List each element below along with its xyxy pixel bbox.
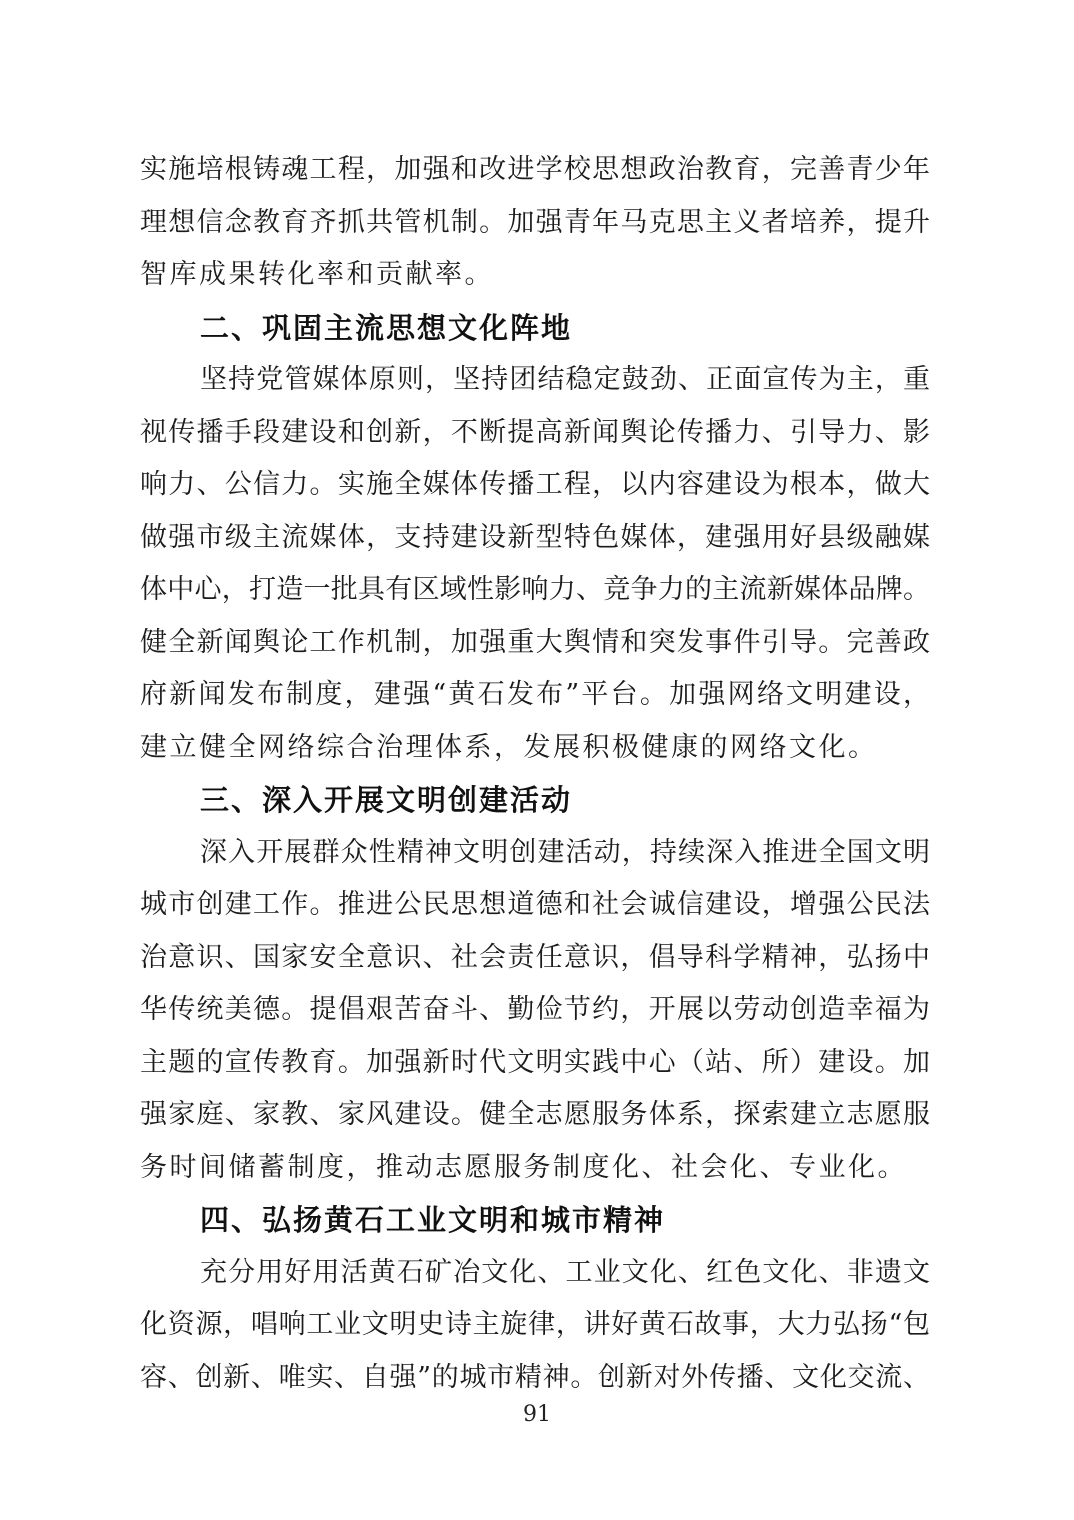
section-heading: 三、深入开展文明创建活动: [200, 783, 573, 817]
paragraph-line: 强家庭、家教、家风建设。健全志愿服务体系，探索建立志愿服: [140, 1099, 930, 1130]
document-body: [140, 144, 930, 1404]
paragraph-line: 视传播手段建设和创新，不断提高新闻舆论传播力、引导力、影: [140, 416, 930, 448]
section-heading: 四、弘扬黄石工业文明和城市精神: [200, 1203, 666, 1237]
paragraph-line: 体中心，打造一批具有区域性影响力、竞争力的主流新媒体品牌。: [140, 574, 930, 605]
paragraph-line: 建立健全网络综合治理体系，发展积极健康的网络文化。: [140, 731, 878, 763]
paragraph-line: 智库成果转化率和贡献率。: [140, 259, 494, 290]
section-heading: 二、巩固主流思想文化阵地: [200, 310, 573, 345]
paragraph-line: 理想信念教育齐抓共管机制。加强青年马克思主义者培养，提升: [140, 206, 930, 238]
paragraph-line: 坚持党管媒体原则，坚持团结稳定鼓劲、正面宣传为主，重: [200, 364, 930, 395]
paragraph-line: 务时间储蓄制度，推动志愿服务制度化、社会化、专业化。: [140, 1151, 907, 1183]
paragraph-line: 响力、公信力。实施全媒体传播工程，以内容建设为根本，做大: [140, 469, 930, 500]
page-number: 91: [523, 1402, 551, 1427]
paragraph-line: 华传统美德。提倡艰苦奋斗、勤俭节约，开展以劳动创造幸福为: [140, 994, 930, 1025]
paragraph-line: 容、创新、唯实、自强”的城市精神。创新对外传播、文化交流、: [140, 1361, 930, 1393]
paragraph-line: 深入开展群众性精神文明创建活动，持续深入推进全国文明: [200, 836, 930, 868]
paragraph-line: 做强市级主流媒体，支持建设新型特色媒体，建强用好县级融媒: [140, 521, 930, 553]
paragraph-line: 府新闻发布制度，建强“黄石发布”平台。加强网络文明建设，: [140, 679, 930, 710]
paragraph-line: 健全新闻舆论工作机制，加强重大舆情和突发事件引导。完善政: [140, 626, 930, 658]
paragraph-line: 充分用好用活黄石矿冶文化、工业文化、红色文化、非遗文: [200, 1256, 930, 1288]
paragraph-line: 治意识、国家安全意识、社会责任意识，倡导科学精神，弘扬中: [140, 941, 930, 973]
paragraph-line: 城市创建工作。推进公民思想道德和社会诚信建设，增强公民法: [140, 889, 930, 920]
paragraph-line: 化资源，唱响工业文明史诗主旋律，讲好黄石故事，大力弘扬“包: [140, 1309, 930, 1340]
paragraph-line: 主题的宣传教育。加强新时代文明实践中心（站、所）建设。加: [140, 1046, 930, 1078]
paragraph-line: 实施培根铸魂工程，加强和改进学校思想政治教育，完善青少年: [140, 154, 930, 185]
